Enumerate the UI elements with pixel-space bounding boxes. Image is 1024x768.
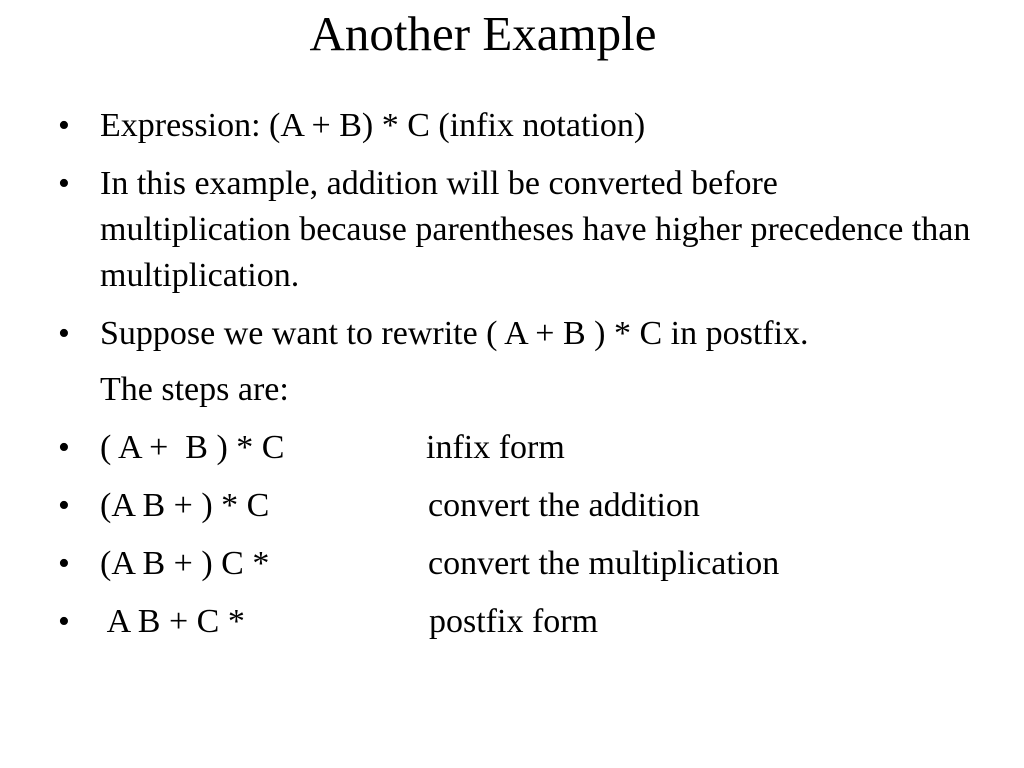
step-row	[56, 599, 976, 645]
step-expression: ( A + B ) * C	[100, 429, 285, 466]
bullet-text: Suppose we want to rewrite ( A + B ) * C in postfix.	[100, 315, 809, 352]
bullet-expression	[56, 103, 976, 149]
bullet-icon: •	[58, 107, 70, 144]
bullet-list	[56, 103, 976, 657]
bullet-text: Expression: (A + B) * C (infix notation)	[100, 107, 646, 144]
steps-intro: The steps are:	[100, 371, 289, 408]
bullet-icon: •	[58, 429, 70, 466]
step-description: convert the multiplication	[428, 545, 780, 582]
bullet-icon: •	[58, 487, 70, 524]
step-expression: A B + C *	[100, 603, 245, 640]
bullet-explanation	[56, 161, 976, 299]
bullet-icon: •	[58, 545, 70, 582]
bullet-rewrite	[56, 311, 976, 357]
bullet-icon: •	[58, 603, 70, 640]
step-row	[56, 483, 976, 529]
step-row	[56, 541, 976, 587]
step-expression: (A B + ) * C	[100, 487, 270, 524]
step-expression: (A B + ) C *	[100, 545, 270, 582]
step-description: postfix form	[429, 603, 599, 640]
bullet-icon: •	[58, 315, 70, 352]
step-row	[56, 425, 976, 471]
step-description: infix form	[426, 429, 565, 466]
slide-title: Another Example	[309, 6, 657, 61]
step-description: convert the addition	[428, 487, 700, 524]
bullet-text: In this example, addition will be converted before multiplication because parentheses have higher precedence than multiplication.	[100, 165, 971, 294]
bullet-icon: •	[58, 165, 70, 202]
